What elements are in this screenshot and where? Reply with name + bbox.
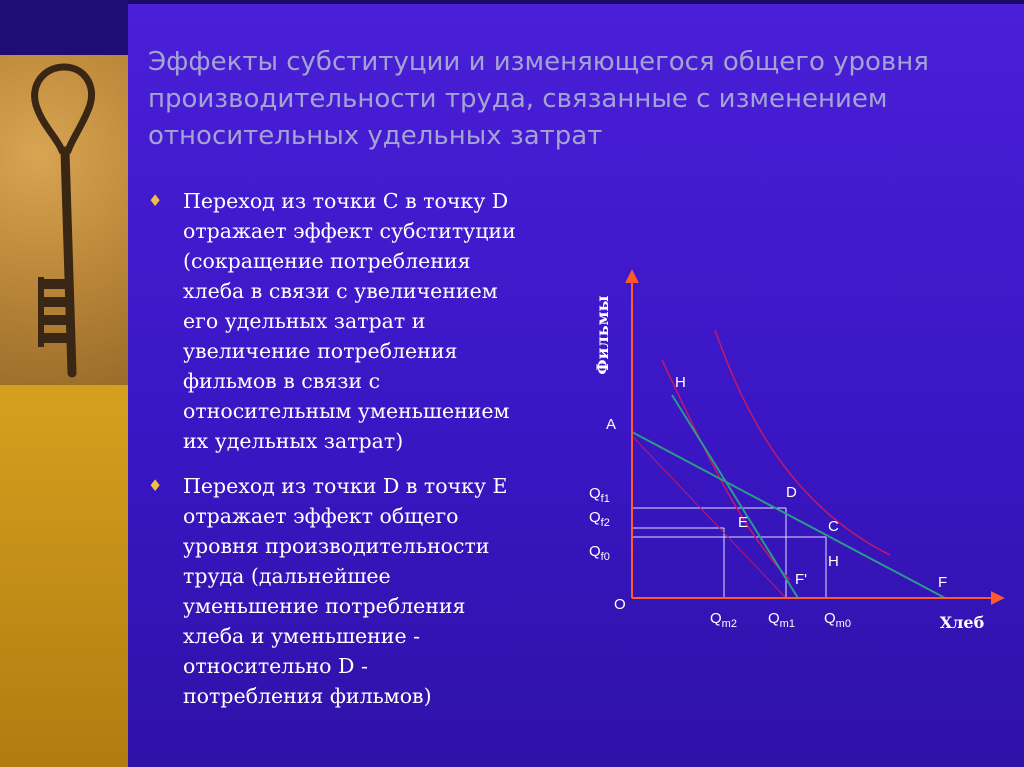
bullet-item — [148, 186, 568, 466]
key-photo — [0, 55, 128, 385]
label-h-mid: H — [828, 553, 839, 570]
label-f-prime: F' — [795, 571, 808, 588]
label-a: A — [606, 416, 617, 433]
diamond-bullet-icon: ♦ — [148, 191, 163, 210]
top-band — [128, 0, 1024, 4]
bullet-item — [148, 471, 568, 721]
tick-qm2: $Q_{m2}$ — [710, 610, 737, 630]
tick-qm0: $Q_{m0}$ — [824, 610, 851, 630]
budget-line-shifted — [632, 436, 786, 598]
gold-decor-strip — [0, 385, 128, 767]
bullet-text: Переход из точки D в точку Е отражает эффект общего уровня производительности труда (дальнейшее уменьшение потребления хлеба и уменьшение - относительно D - потребления фильмов) — [183, 474, 508, 708]
label-h-top: H — [675, 374, 686, 391]
indifference-curve-inner — [662, 360, 790, 580]
label-c: C — [828, 518, 839, 535]
key-icon — [0, 55, 128, 385]
diamond-bullet-icon: ♦ — [148, 476, 163, 495]
tick-qf1: $Q_{f1}$ — [589, 485, 610, 505]
budget-line-hf-prime — [672, 395, 798, 598]
slide-title: Эффекты субституции и изменяющегося общего уровня производительности труда, связанные с изменением относительных удельных затрат — [148, 47, 929, 151]
x-axis-title: Хлеб — [939, 613, 985, 632]
tick-qf2: $Q_{f2}$ — [589, 509, 610, 529]
tick-qf0: $Q_{f0}$ — [589, 543, 610, 563]
label-f: F — [938, 574, 948, 591]
label-d: D — [786, 484, 797, 501]
tick-qm1: $Q_{m1}$ — [768, 610, 795, 630]
y-axis-title: Фильмы — [593, 295, 612, 375]
economics-diagram — [560, 260, 1020, 640]
label-e: E — [738, 514, 749, 531]
bullet-text: Переход из точки С в точку D отражает эффект субституции (сокращение потребления хлеба в связи с увеличением его удельных затрат и увеличение потребления фильмов в связи с относительным уменьшением их удельных затрат) — [183, 189, 516, 453]
budget-line-af — [632, 432, 948, 598]
label-origin: O — [614, 596, 626, 613]
